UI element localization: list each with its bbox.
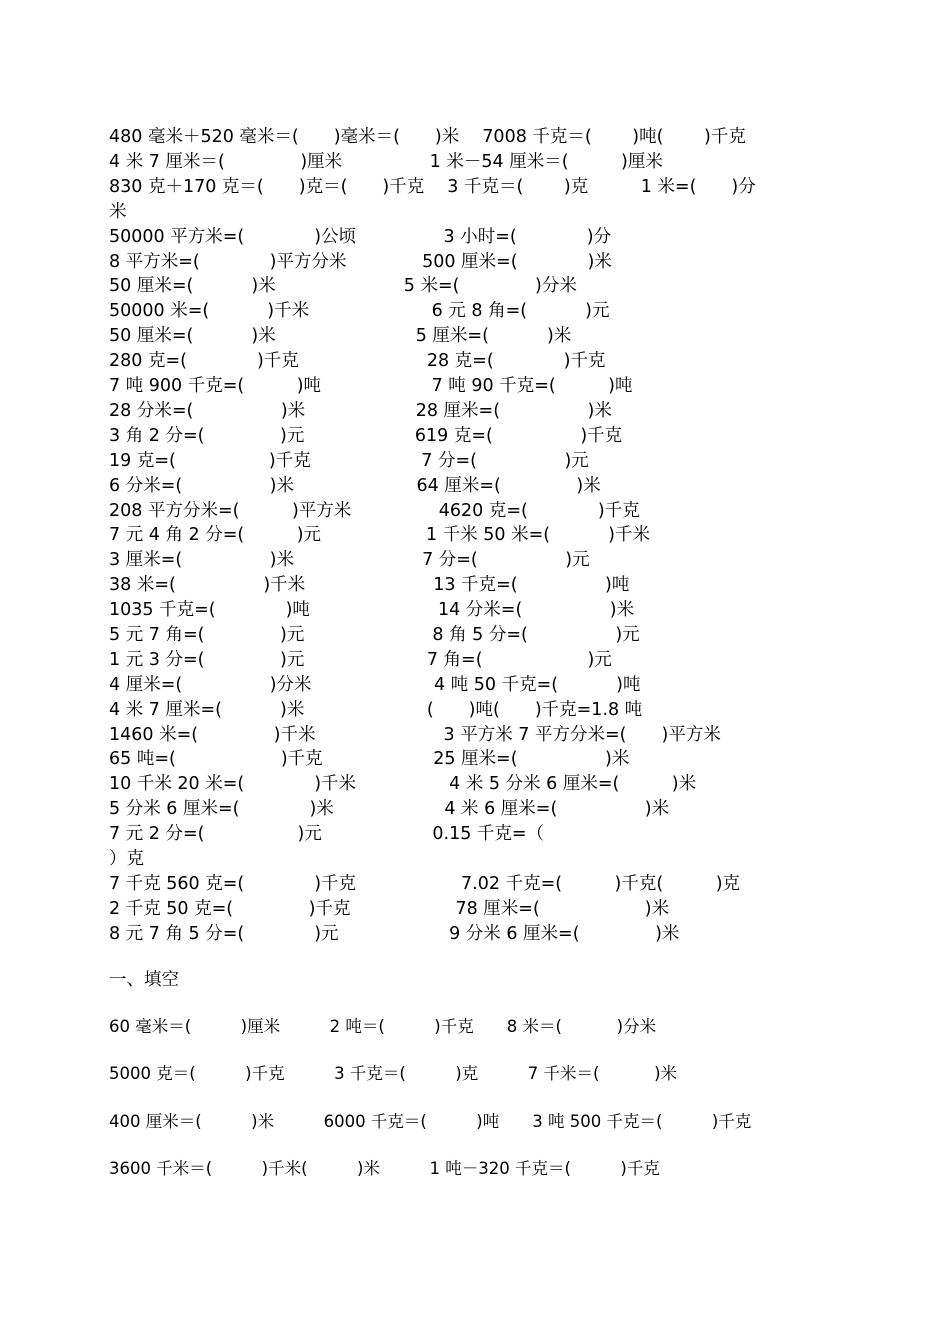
exercise-line: 6 分米=( )米 64 厘米=( )米 (109, 476, 601, 496)
exercise-line: 1460 米=( )千米 3 平方米 7 平方分米=( )平方米 (109, 725, 721, 745)
exercise-line: 480 毫米＋520 毫米＝( )毫米＝( )米 7008 千克＝( )吨( )千克 (109, 127, 746, 147)
exercise-line: 19 克=( )千克 7 分=( )元 (109, 451, 589, 471)
exercise-line: 7 千克 560 克=( )千克 7.02 千克=( )千克( )克 (109, 874, 741, 894)
exercise-line: 5 分米 6 厘米=( )米 4 米 6 厘米=( )米 (109, 799, 670, 819)
exercise-line: 7 吨 900 千克=( )吨 7 吨 90 千克=( )吨 (109, 376, 633, 396)
exercise-line: 4 米 7 厘米＝( )厘米 1 米－54 厘米＝( )厘米 (109, 152, 663, 172)
fill-line: 5000 克＝( )千克 3 千克＝( )克 7 千米＝( )米 (109, 1064, 678, 1083)
exercise-line: 5 元 7 角=( )元 8 角 5 分=( )元 (109, 625, 640, 645)
exercise-line: 65 吨=( )千克 25 厘米=( )米 (109, 749, 630, 769)
exercise-line: ）克 (109, 849, 144, 869)
exercise-line: 米 (109, 202, 127, 222)
exercise-line: 7 元 4 角 2 分=( )元 1 千米 50 米=( )千米 (109, 525, 651, 545)
exercise-line: 8 元 7 角 5 分=( )元 9 分米 6 厘米=( )米 (109, 924, 680, 944)
exercise-line: 8 平方米=( )平方分米 500 厘米=( )米 (109, 252, 612, 272)
exercise-line: 50000 米=( )千米 6 元 8 角=( )元 (109, 301, 610, 321)
exercise-line: 830 克＋170 克＝( )克＝( )千克 3 千克＝( )克 1 米=( )分 (109, 177, 756, 197)
exercise-line: 280 克=( )千克 28 克=( )千克 (109, 351, 606, 371)
exercise-line: 7 元 2 分=( )元 0.15 千克=（ (109, 824, 545, 844)
exercise-line: 50000 平方米=( )公顷 3 小时=( )分 (109, 227, 612, 247)
exercise-line: 3 角 2 分=( )元 619 克=( )千克 (109, 426, 623, 446)
exercise-line: 28 分米=( )米 28 厘米=( )米 (109, 401, 612, 421)
exercise-line: 3 厘米=( )米 7 分=( )元 (109, 550, 590, 570)
exercise-line: 10 千米 20 米=( )千米 4 米 5 分米 6 厘米=( )米 (109, 774, 697, 794)
exercise-line: 50 厘米=( )米 5 厘米=( )米 (109, 326, 572, 346)
exercise-line: 1035 千克=( )吨 14 分米=( )米 (109, 600, 635, 620)
fill-line: 400 厘米＝( )米 6000 千克＝( )吨 3 吨 500 千克＝( )千克 (109, 1112, 752, 1131)
exercise-line: 4 厘米=( )分米 4 吨 50 千克=( )吨 (109, 675, 641, 695)
exercise-line: 2 千克 50 克=( )千克 78 厘米=( )米 (109, 899, 670, 919)
section-title: 一、填空 (109, 970, 179, 990)
exercise-line: 4 米 7 厘米=( )米 ( )吨( )千克=1.8 吨 (109, 700, 643, 720)
fill-line: 3600 千米＝( )千米( )米 1 吨－320 千克＝( )千克 (109, 1159, 660, 1178)
exercise-line: 1 元 3 分=( )元 7 角=( )元 (109, 650, 612, 670)
exercise-line: 208 平方分米=( )平方米 4620 克=( )千克 (109, 501, 640, 521)
fill-line: 60 毫米＝( )厘米 2 吨＝( )千克 8 米＝( )分米 (109, 1017, 657, 1036)
exercise-line: 50 厘米=( )米 5 米=( )分米 (109, 276, 577, 296)
exercise-line: 38 米=( )千米 13 千克=( )吨 (109, 575, 630, 595)
